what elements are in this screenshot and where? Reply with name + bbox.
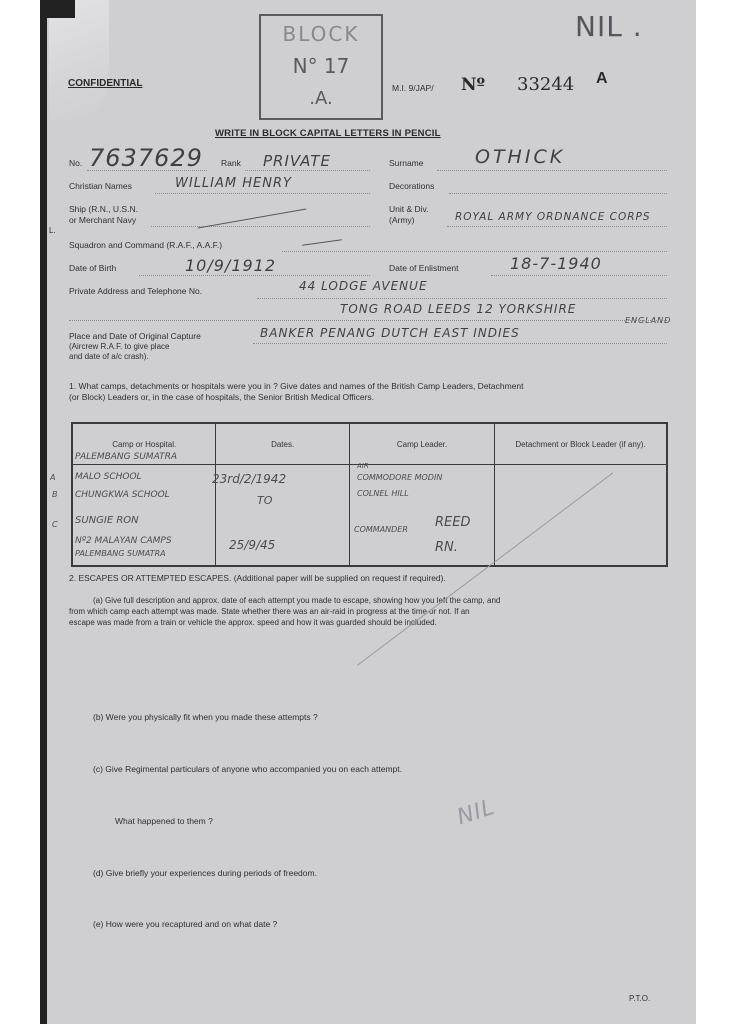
address-line-1: 44 LODGE AVENUE (299, 279, 428, 293)
form-number: 33244 (517, 74, 575, 95)
service-no-label: No. (69, 158, 83, 168)
q2-d: (d) Give briefly your experiences during periods of freedom. (93, 868, 317, 878)
header-camp-leader: Camp Leader. (349, 423, 494, 465)
q2-c-followup: What happened to them ? (115, 816, 213, 826)
form-reference: M.I. 9/JAP/ (392, 83, 434, 93)
q1-text-1: 1. What camps, detachments or hospitals were you in ? Give dates and names of the British Camp Leaders, Detachment (69, 381, 524, 391)
q2-a-line-1: (a) Give full description and approx. date of each attempt you made to escape, showing how you left the camp, and (93, 596, 501, 605)
capture-label-3: and date of a/c crash). (69, 352, 149, 361)
address-rule-2 (69, 320, 667, 321)
camp-entry-1: PALEMBANG SUMATRA (75, 452, 177, 462)
left-margin (0, 0, 44, 1024)
dob-value: 10/9/1912 (185, 256, 277, 275)
dob-label: Date of Birth (69, 263, 117, 273)
ship-line (151, 226, 370, 227)
address-line-3: ENGLAND (625, 316, 672, 325)
leader-entry-3: COLNEL HILL (357, 489, 409, 498)
ship-label-2: or Merchant Navy (69, 215, 137, 225)
christian-names-label: Christian Names (69, 181, 132, 191)
folded-corner (49, 0, 109, 120)
surname-value: OTHICK (475, 146, 566, 168)
capture-value: BANKER PENANG DUTCH EAST INDIES (260, 326, 520, 340)
leader-entry-2: COMMODORE MODIN (357, 473, 443, 482)
right-margin (696, 0, 739, 1024)
confidential-label: CONFIDENTIAL (68, 78, 143, 89)
row-mark-a: A (50, 473, 56, 482)
margin-mark: L. (49, 226, 56, 235)
surname-label: Surname (389, 158, 424, 168)
decorations-label: Decorations (389, 181, 435, 191)
service-no-line (87, 170, 207, 171)
christian-names-value: WILLIAM HENRY (175, 176, 292, 191)
header-dates: Dates. (216, 423, 349, 465)
stamp-line-3: .A. (309, 88, 333, 109)
date-entry-1: 23rd/2/1942 (212, 472, 287, 486)
corner-shadow (47, 0, 75, 18)
q2-e: (e) How were you recaptured and on what date ? (93, 919, 278, 929)
camp-entry-6: PALEMBANG SUMATRA (75, 549, 166, 558)
unit-value: ROYAL ARMY ORDNANCE CORPS (455, 211, 651, 223)
unit-label-1: Unit & Div. (389, 204, 429, 214)
date-entry-3: 25/9/45 (229, 538, 276, 552)
q2-a-line-3: escape was made from a train or vehicle the approx. speed and how it was guarded should be included. (69, 618, 437, 627)
squadron-line (282, 251, 667, 252)
q2-a-line-2: from which camp each attempt was made. State whether there was an air-raid in progress at the time or not. If an (69, 607, 470, 616)
rank-value: PRIVATE (263, 152, 331, 170)
enlistment-value: 18-7-1940 (510, 254, 602, 273)
squadron-label: Squadron and Command (R.A.F., A.A.F.) (69, 240, 223, 250)
camp-entry-3: CHUNGKWA SCHOOL (75, 490, 170, 500)
ship-label-1: Ship (R.N., U.S.N. (69, 204, 138, 214)
dob-line (139, 275, 370, 276)
enlistment-label: Date of Enlistment (389, 263, 459, 273)
leader-entry-5: REED (435, 515, 471, 530)
row-mark-c: C (52, 520, 58, 529)
form-page (47, 0, 696, 1024)
capture-rule (253, 343, 667, 344)
address-line-2: TONG ROAD LEEDS 12 YORKSHIRE (340, 302, 577, 316)
header-detachment: Detachment or Block Leader (if any). (495, 423, 667, 465)
nil-handwritten: NIL (454, 794, 499, 831)
stamp-line-1: BLOCK (282, 22, 360, 46)
camp-entry-2: MALO SCHOOL (75, 472, 142, 482)
number-label: Nº (461, 75, 486, 95)
service-no-value: 7637629 (89, 144, 203, 172)
q2-b: (b) Were you physically fit when you made these attempts ? (93, 712, 318, 722)
rank-label: Rank (221, 158, 241, 168)
block-stamp (259, 14, 383, 120)
enlistment-line (491, 275, 667, 276)
stamp-line-2: N° 17 (292, 54, 350, 78)
camp-entry-4: SUNGIE RON (75, 515, 139, 526)
date-entry-2: TO (257, 494, 273, 507)
capture-label-2: (Aircrew R.A.F. to give place (69, 342, 170, 351)
unit-label-2: (Army) (389, 215, 415, 225)
q1-text-2: (or Block) Leaders or, in the case of hospitals, the Senior British Medical Officers. (69, 392, 375, 402)
cell-detachment (495, 465, 667, 567)
leader-entry-1: AIR (357, 462, 369, 470)
rank-line (245, 170, 370, 171)
squadron-dash-stroke (302, 239, 342, 246)
address-label: Private Address and Telephone No. (69, 286, 203, 296)
nil-handwritten-top: NIL . (575, 10, 643, 43)
row-mark-b: B (52, 490, 58, 499)
capture-label-1: Place and Date of Original Capture (69, 331, 201, 341)
surname-line (437, 170, 667, 171)
leader-entry-6: RN. (435, 540, 458, 555)
header-camp: Camp or Hospital. (72, 423, 216, 465)
camp-entry-5: Nº2 MALAYAN CAMPS (75, 536, 172, 546)
q2-title: 2. ESCAPES OR ATTEMPTED ESCAPES. (Additional paper will be supplied on request if required). (69, 573, 446, 583)
decorations-line (449, 193, 667, 194)
unit-line (447, 226, 667, 227)
form-suffix: A (596, 70, 608, 87)
address-rule-1 (257, 298, 667, 299)
leader-entry-4: COMMANDER (354, 525, 408, 534)
christian-names-line (155, 193, 370, 194)
pto-label: P.T.O. (629, 994, 651, 1003)
q2-c: (c) Give Regimental particulars of anyone who accompanied you on each attempt. (93, 764, 402, 774)
instruction-heading: WRITE IN BLOCK CAPITAL LETTERS IN PENCIL (215, 128, 441, 139)
